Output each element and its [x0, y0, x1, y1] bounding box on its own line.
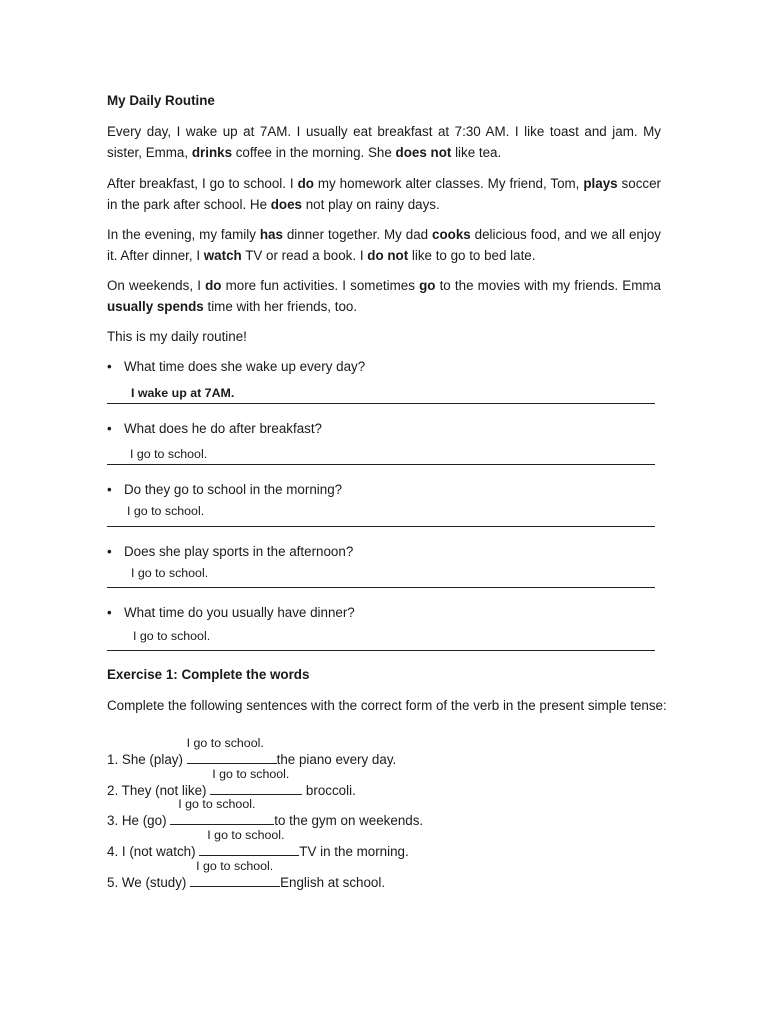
fill-text[interactable]: I go to school.: [196, 859, 274, 873]
question-5: [107, 605, 667, 620]
bold-word: do: [297, 176, 314, 191]
question-4: [107, 544, 667, 559]
text: coffee in the morning. She: [232, 145, 396, 160]
paragraph-2: [107, 173, 661, 215]
item-suffix: the piano every day.: [276, 752, 397, 767]
text: time with her friends, too.: [203, 299, 358, 314]
question-text: What time do you usually have dinner?: [124, 605, 355, 620]
item-prefix: 2. They (not like): [107, 783, 211, 798]
exercise-item-4: [107, 828, 409, 859]
bold-word: does not: [395, 145, 452, 160]
question-text: What time does she wake up every day?: [124, 359, 366, 374]
bold-word: plays: [583, 176, 618, 191]
bold-word: has: [259, 227, 283, 242]
answer-3[interactable]: I go to school.: [127, 504, 205, 518]
exercise-item-5: [107, 859, 386, 890]
bold-word: do not: [367, 248, 409, 263]
fill-blank[interactable]: [186, 736, 277, 764]
bold-word: watch: [203, 248, 242, 263]
answer-line: [107, 403, 655, 404]
exercise-title: Exercise 1: Complete the words: [107, 667, 310, 682]
fill-text[interactable]: I go to school.: [207, 828, 285, 842]
answer-2[interactable]: I go to school.: [130, 447, 208, 461]
item-suffix: TV in the morning.: [299, 844, 409, 859]
text: dinner together. My dad: [282, 227, 433, 242]
item-prefix: 1. She (play): [107, 752, 187, 767]
item-suffix: English at school.: [280, 875, 386, 890]
exercise-instructions: Complete the following sentences with the correct form of the verb in the present simple tense:: [107, 698, 667, 713]
answer-line: [107, 587, 655, 588]
item-suffix: to the gym on weekends.: [274, 813, 424, 828]
bold-word: cooks: [432, 227, 471, 242]
item-prefix: 3. He (go): [107, 813, 171, 828]
exercise-item-2: [107, 767, 356, 798]
bold-word: drinks: [191, 145, 233, 160]
fill-blank[interactable]: [199, 828, 299, 856]
bullet-icon: •: [107, 544, 112, 559]
text: Every day, I wake up at 7AM. I usually eat breakfast at 7:30 AM. I like toast and jam. My sister, Emma,: [107, 124, 661, 160]
text: soccer in the park after school. He: [107, 176, 661, 212]
exercise-item-3: [107, 797, 424, 828]
bold-word: do: [205, 278, 222, 293]
text: TV or read a book. I: [241, 248, 368, 263]
answer-1[interactable]: I wake up at 7AM.: [131, 386, 235, 400]
item-prefix: 4. I (not watch): [107, 844, 200, 859]
answer-line: [107, 526, 655, 527]
question-text: Does she play sports in the afternoon?: [124, 544, 354, 559]
text: After breakfast, I go to school. I: [107, 176, 298, 191]
text: delicious food, and we all enjoy it. After dinner, I: [107, 227, 661, 263]
paragraph-5: This is my daily routine!: [107, 329, 247, 344]
fill-blank[interactable]: [210, 767, 302, 795]
exercise-item-1: [107, 736, 397, 767]
text: my homework alter classes. My friend, Tom,: [313, 176, 584, 191]
bold-word: does: [270, 197, 303, 212]
paragraph-3: [107, 224, 661, 266]
question-3: [107, 482, 667, 497]
question-2: [107, 421, 667, 436]
text: like tea.: [451, 145, 502, 160]
fill-text[interactable]: I go to school.: [178, 797, 256, 811]
bold-word: usually spends: [107, 299, 204, 314]
bullet-icon: •: [107, 482, 112, 497]
answer-5[interactable]: I go to school.: [133, 629, 211, 643]
answer-line: [107, 464, 655, 465]
bullet-icon: •: [107, 359, 112, 374]
text: not play on rainy days.: [302, 197, 440, 212]
paragraph-1: [107, 121, 661, 163]
answer-4[interactable]: I go to school.: [131, 566, 209, 580]
text: to the movies with my friends. Emma: [435, 278, 661, 293]
question-text: Do they go to school in the morning?: [124, 482, 343, 497]
paragraph-4: [107, 275, 661, 317]
fill-blank[interactable]: [170, 797, 274, 825]
text: On weekends, I: [107, 278, 206, 293]
question-1: [107, 359, 667, 374]
bullet-icon: •: [107, 421, 112, 436]
question-text: What does he do after breakfast?: [124, 421, 323, 436]
item-suffix: broccoli.: [302, 783, 356, 798]
answer-line: [107, 650, 655, 651]
bullet-icon: •: [107, 605, 112, 620]
fill-text[interactable]: I go to school.: [186, 736, 264, 750]
fill-text[interactable]: I go to school.: [212, 767, 290, 781]
fill-blank[interactable]: [190, 859, 280, 887]
page-title: My Daily Routine: [107, 93, 215, 108]
text: more fun activities. I sometimes: [221, 278, 420, 293]
text: In the evening, my family: [107, 227, 260, 242]
text: like to go to bed late.: [408, 248, 536, 263]
bold-word: go: [419, 278, 436, 293]
item-prefix: 5. We (study): [107, 875, 191, 890]
